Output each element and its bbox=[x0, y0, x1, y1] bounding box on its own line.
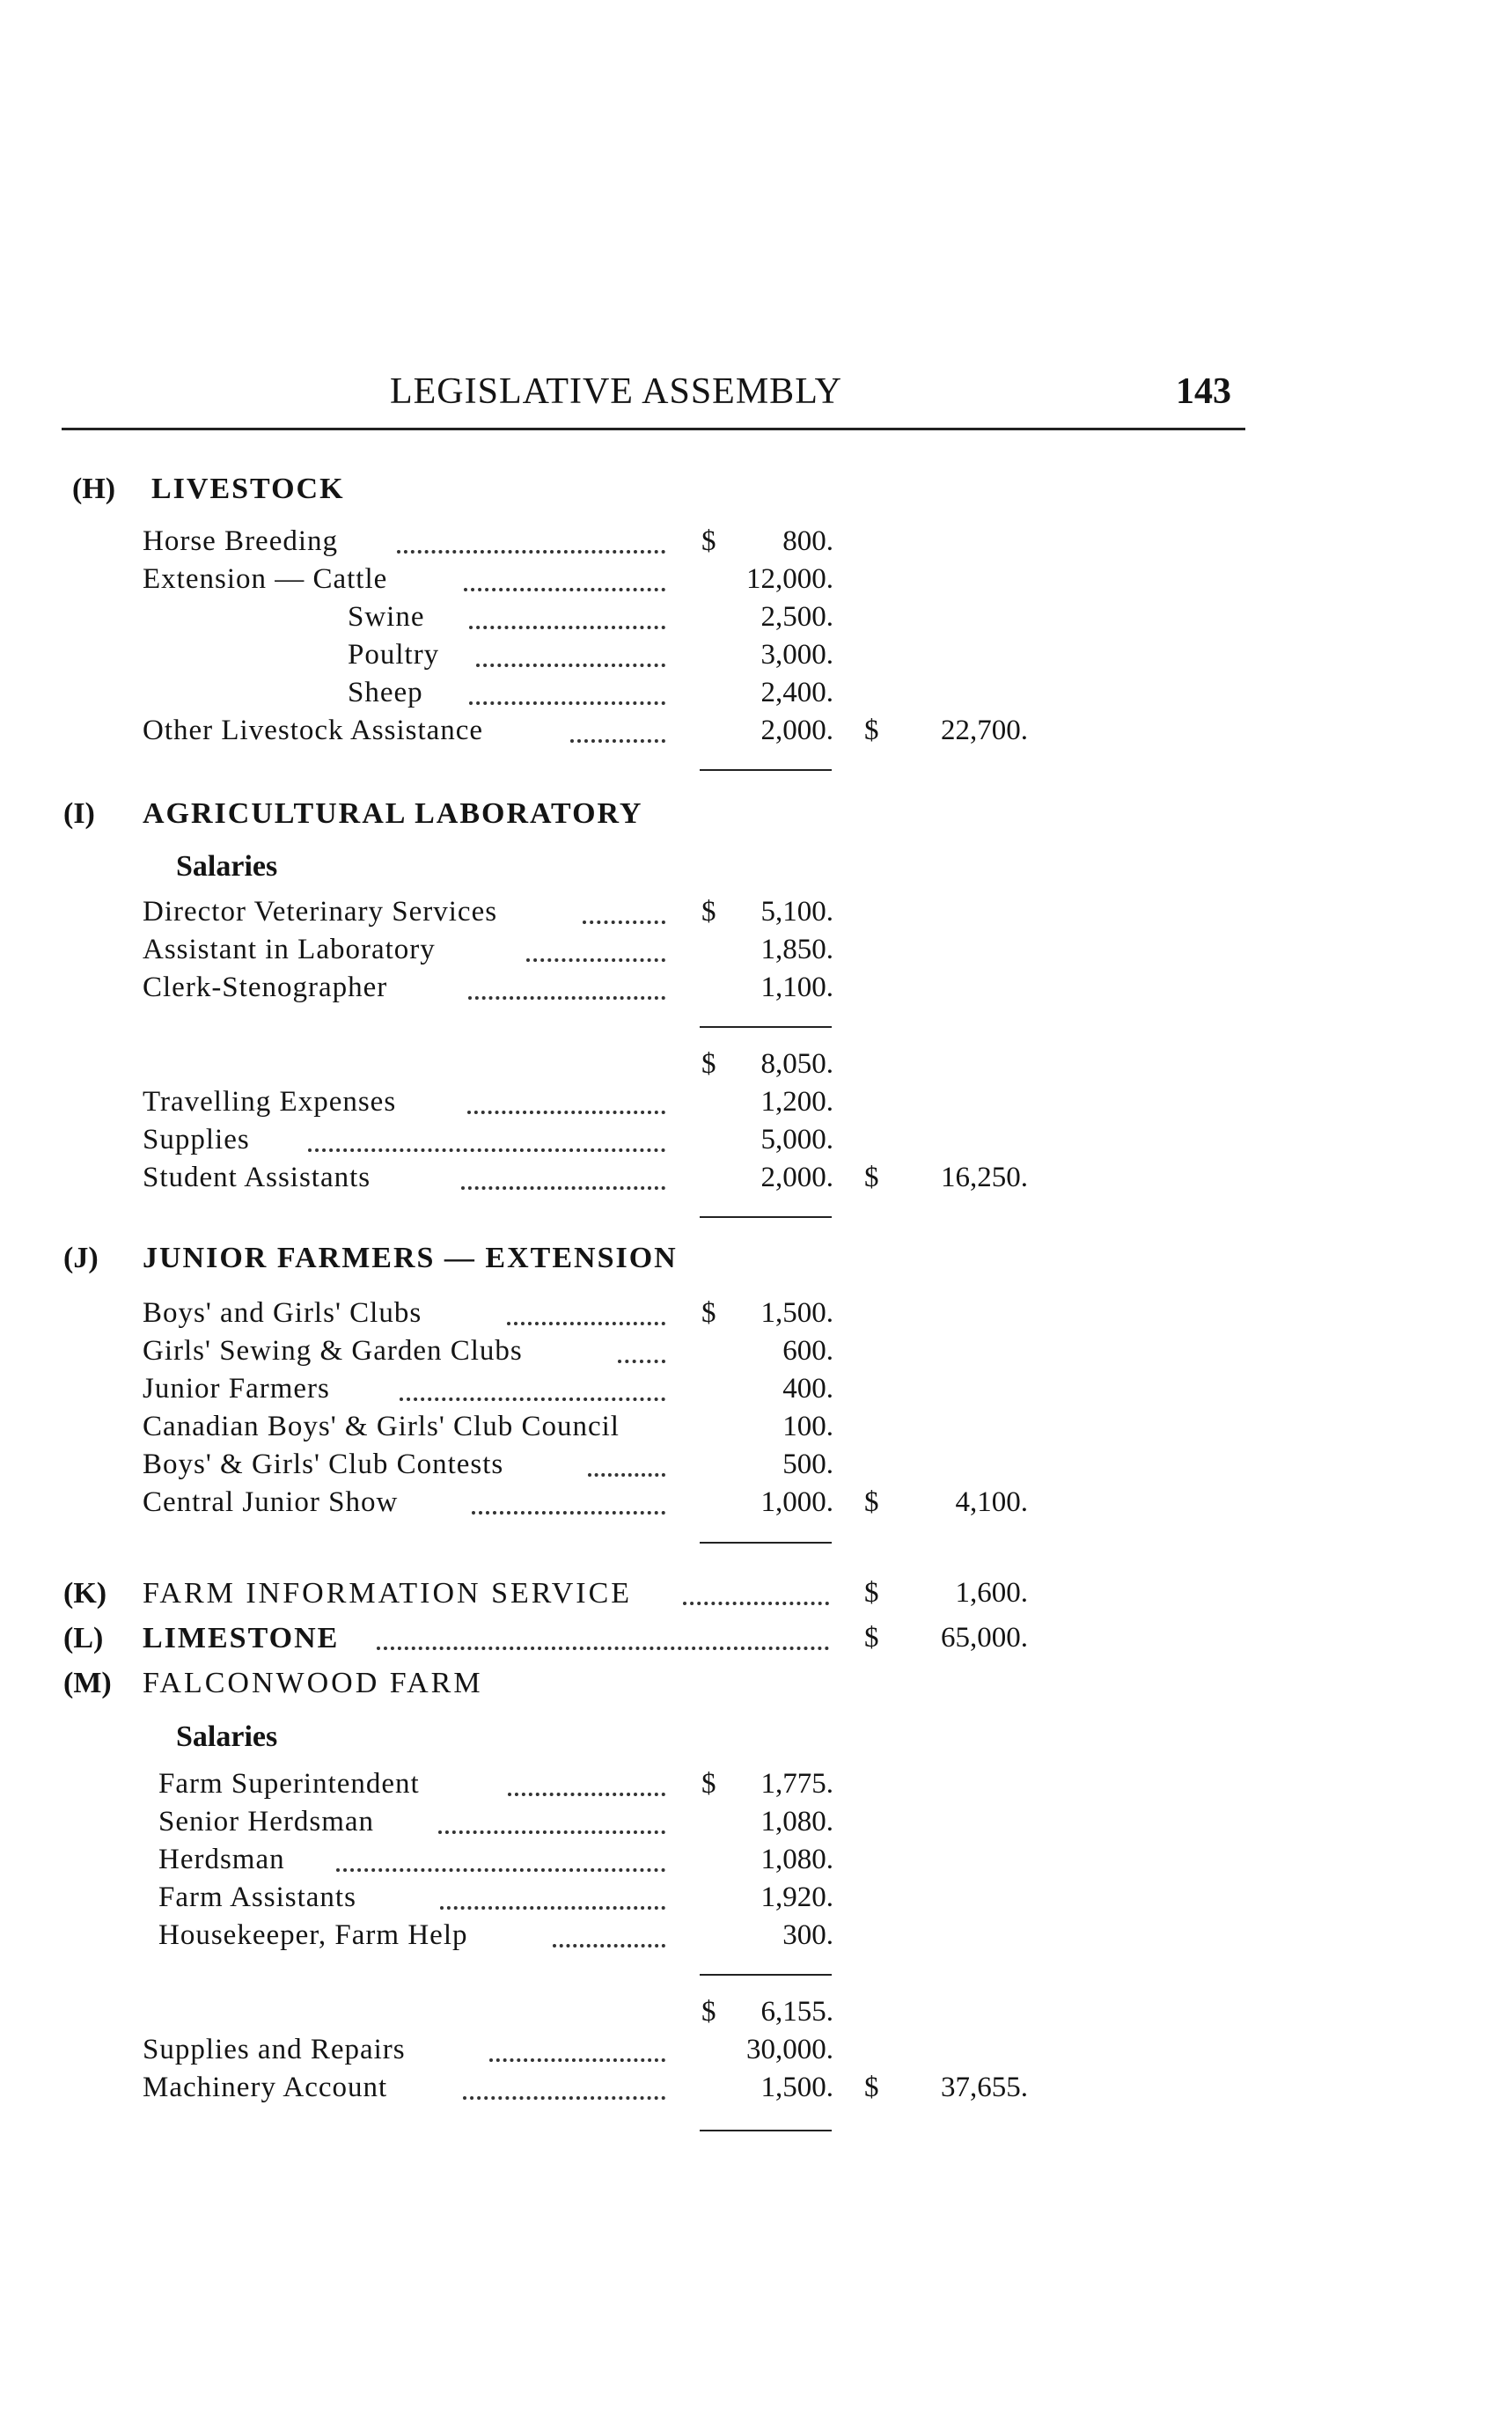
dot-leader bbox=[463, 2096, 665, 2100]
line-item-label: Girls' Sewing & Garden Clubs bbox=[143, 1335, 523, 1367]
line-item-amount: 5,100. bbox=[760, 896, 833, 928]
line-item-amount: 1,500. bbox=[760, 1297, 833, 1329]
dot-leader bbox=[400, 1397, 665, 1401]
dot-leader bbox=[464, 588, 665, 591]
dollar-sign: $ bbox=[701, 525, 716, 557]
dot-leader bbox=[438, 1830, 665, 1834]
dollar-sign: $ bbox=[701, 1297, 716, 1329]
section-total: 37,655. bbox=[941, 2072, 1028, 2103]
section-total: 1,600. bbox=[955, 1577, 1028, 1609]
dot-leader bbox=[469, 701, 665, 705]
line-item-amount: 1,100. bbox=[760, 972, 833, 1003]
line-item-amount: 1,775. bbox=[760, 1768, 833, 1800]
line-item-label: Farm Assistants bbox=[158, 1882, 356, 1913]
line-item-label: Assistant in Laboratory bbox=[143, 934, 436, 965]
sum-rule bbox=[700, 1026, 832, 1028]
section-title: LIMESTONE bbox=[143, 1622, 340, 1654]
line-item-amount: 1,920. bbox=[760, 1882, 833, 1913]
line-item-label: Clerk-Stenographer bbox=[143, 972, 388, 1003]
section-letter: (K) bbox=[63, 1577, 107, 1610]
dot-leader bbox=[476, 664, 665, 667]
line-item-label: Swine bbox=[348, 601, 425, 633]
line-item-amount: 1,000. bbox=[760, 1486, 833, 1518]
dot-leader bbox=[507, 1322, 665, 1325]
header-rule bbox=[62, 428, 1245, 430]
salaries-subtotal: 8,050. bbox=[760, 1048, 833, 1080]
section-letter: (I) bbox=[63, 797, 95, 830]
total-dollar-sign: $ bbox=[864, 715, 879, 746]
section-title: AGRICULTURAL LABORATORY bbox=[143, 797, 643, 830]
section-title: FALCONWOOD FARM bbox=[143, 1667, 483, 1699]
total-dollar-sign: $ bbox=[864, 2072, 879, 2103]
line-item-amount: 600. bbox=[782, 1335, 833, 1367]
line-item-label: Canadian Boys' & Girls' Club Council bbox=[143, 1411, 620, 1442]
sum-rule bbox=[700, 1542, 832, 1544]
line-item-amount: 1,080. bbox=[760, 1806, 833, 1838]
line-item-label: Supplies and Repairs bbox=[143, 2034, 406, 2065]
line-item-amount: 12,000. bbox=[746, 563, 833, 595]
line-item-label: Travelling Expenses bbox=[143, 1086, 397, 1118]
line-item-amount: 400. bbox=[782, 1373, 833, 1405]
dot-leader bbox=[618, 1360, 665, 1363]
page-number: 143 bbox=[1176, 371, 1231, 412]
salaries-heading: Salaries bbox=[176, 1720, 278, 1753]
line-item-label: Boys' and Girls' Clubs bbox=[143, 1297, 422, 1329]
dot-leader bbox=[336, 1868, 665, 1872]
dot-leader bbox=[308, 1148, 665, 1152]
dot-leader bbox=[489, 2058, 665, 2062]
section-title: JUNIOR FARMERS — EXTENSION bbox=[143, 1242, 678, 1274]
line-item-label: Senior Herdsman bbox=[158, 1806, 375, 1838]
line-item-amount: 5,000. bbox=[760, 1124, 833, 1155]
total-dollar-sign: $ bbox=[864, 1162, 879, 1193]
line-item-amount: 1,200. bbox=[760, 1086, 833, 1118]
dot-leader bbox=[588, 1473, 665, 1477]
dot-leader bbox=[570, 739, 665, 743]
dot-leader bbox=[440, 1906, 665, 1910]
salaries-subtotal: 6,155. bbox=[760, 1996, 833, 2028]
line-item-amount: 100. bbox=[782, 1411, 833, 1442]
section-letter: (J) bbox=[63, 1242, 99, 1274]
line-item-label: Student Assistants bbox=[143, 1162, 371, 1193]
section-letter: (M) bbox=[63, 1667, 112, 1699]
sum-rule bbox=[700, 769, 832, 771]
line-item-amount: 1,080. bbox=[760, 1844, 833, 1875]
line-item-label: Sheep bbox=[348, 677, 423, 708]
line-item-amount: 3,000. bbox=[760, 639, 833, 671]
line-item-amount: 1,850. bbox=[760, 934, 833, 965]
section-total: 16,250. bbox=[941, 1162, 1028, 1193]
line-item-amount: 2,500. bbox=[760, 601, 833, 633]
dot-leader bbox=[397, 550, 665, 554]
total-dollar-sign: $ bbox=[864, 1622, 879, 1654]
dot-leader bbox=[467, 1111, 665, 1114]
line-item-label: Supplies bbox=[143, 1124, 250, 1155]
section-total: 65,000. bbox=[941, 1622, 1028, 1654]
sum-rule bbox=[700, 2130, 832, 2131]
dot-leader bbox=[553, 1944, 665, 1948]
line-item-label: Extension — Cattle bbox=[143, 563, 388, 595]
line-item-label: Herdsman bbox=[158, 1844, 285, 1875]
line-item-amount: 800. bbox=[782, 525, 833, 557]
line-item-label: Junior Farmers bbox=[143, 1373, 330, 1405]
section-title: LIVESTOCK bbox=[151, 473, 345, 505]
dollar-sign: $ bbox=[701, 896, 716, 928]
line-item-label: Farm Superintendent bbox=[158, 1768, 420, 1800]
salaries-heading: Salaries bbox=[176, 850, 278, 883]
dot-leader bbox=[472, 1511, 665, 1515]
subtotal-dollar-sign: $ bbox=[701, 1996, 716, 2028]
section-total: 4,100. bbox=[955, 1486, 1028, 1518]
line-item-amount: 2,400. bbox=[760, 677, 833, 708]
dot-leader bbox=[683, 1602, 829, 1605]
section-letter: (L) bbox=[63, 1622, 104, 1654]
section-total: 22,700. bbox=[941, 715, 1028, 746]
line-item-amount: 300. bbox=[782, 1919, 833, 1951]
line-item-label: Director Veterinary Services bbox=[143, 896, 498, 928]
line-item-amount: 2,000. bbox=[760, 715, 833, 746]
dot-leader bbox=[461, 1186, 665, 1190]
sum-rule bbox=[700, 1974, 832, 1976]
line-item-label: Housekeeper, Farm Help bbox=[158, 1919, 468, 1951]
line-item-label: Poultry bbox=[348, 639, 440, 671]
dot-leader bbox=[377, 1647, 829, 1650]
subtotal-dollar-sign: $ bbox=[701, 1048, 716, 1080]
section-letter: (H) bbox=[72, 473, 116, 505]
dollar-sign: $ bbox=[701, 1768, 716, 1800]
line-item-label: Boys' & Girls' Club Contests bbox=[143, 1449, 504, 1480]
line-item-amount: 30,000. bbox=[746, 2034, 833, 2065]
line-item-label: Other Livestock Assistance bbox=[143, 715, 484, 746]
dot-leader bbox=[583, 921, 665, 924]
dot-leader bbox=[469, 626, 665, 629]
dot-leader bbox=[526, 958, 665, 962]
section-title: FARM INFORMATION SERVICE bbox=[143, 1577, 633, 1610]
page-header-title: LEGISLATIVE ASSEMBLY bbox=[390, 371, 842, 412]
dot-leader bbox=[508, 1793, 665, 1796]
dot-leader bbox=[468, 996, 665, 1000]
total-dollar-sign: $ bbox=[864, 1577, 879, 1609]
line-item-label: Central Junior Show bbox=[143, 1486, 399, 1518]
line-item-label: Machinery Account bbox=[143, 2072, 388, 2103]
line-item-amount: 500. bbox=[782, 1449, 833, 1480]
total-dollar-sign: $ bbox=[864, 1486, 879, 1518]
line-item-label: Horse Breeding bbox=[143, 525, 339, 557]
line-item-amount: 2,000. bbox=[760, 1162, 833, 1193]
line-item-amount: 1,500. bbox=[760, 2072, 833, 2103]
sum-rule bbox=[700, 1216, 832, 1218]
